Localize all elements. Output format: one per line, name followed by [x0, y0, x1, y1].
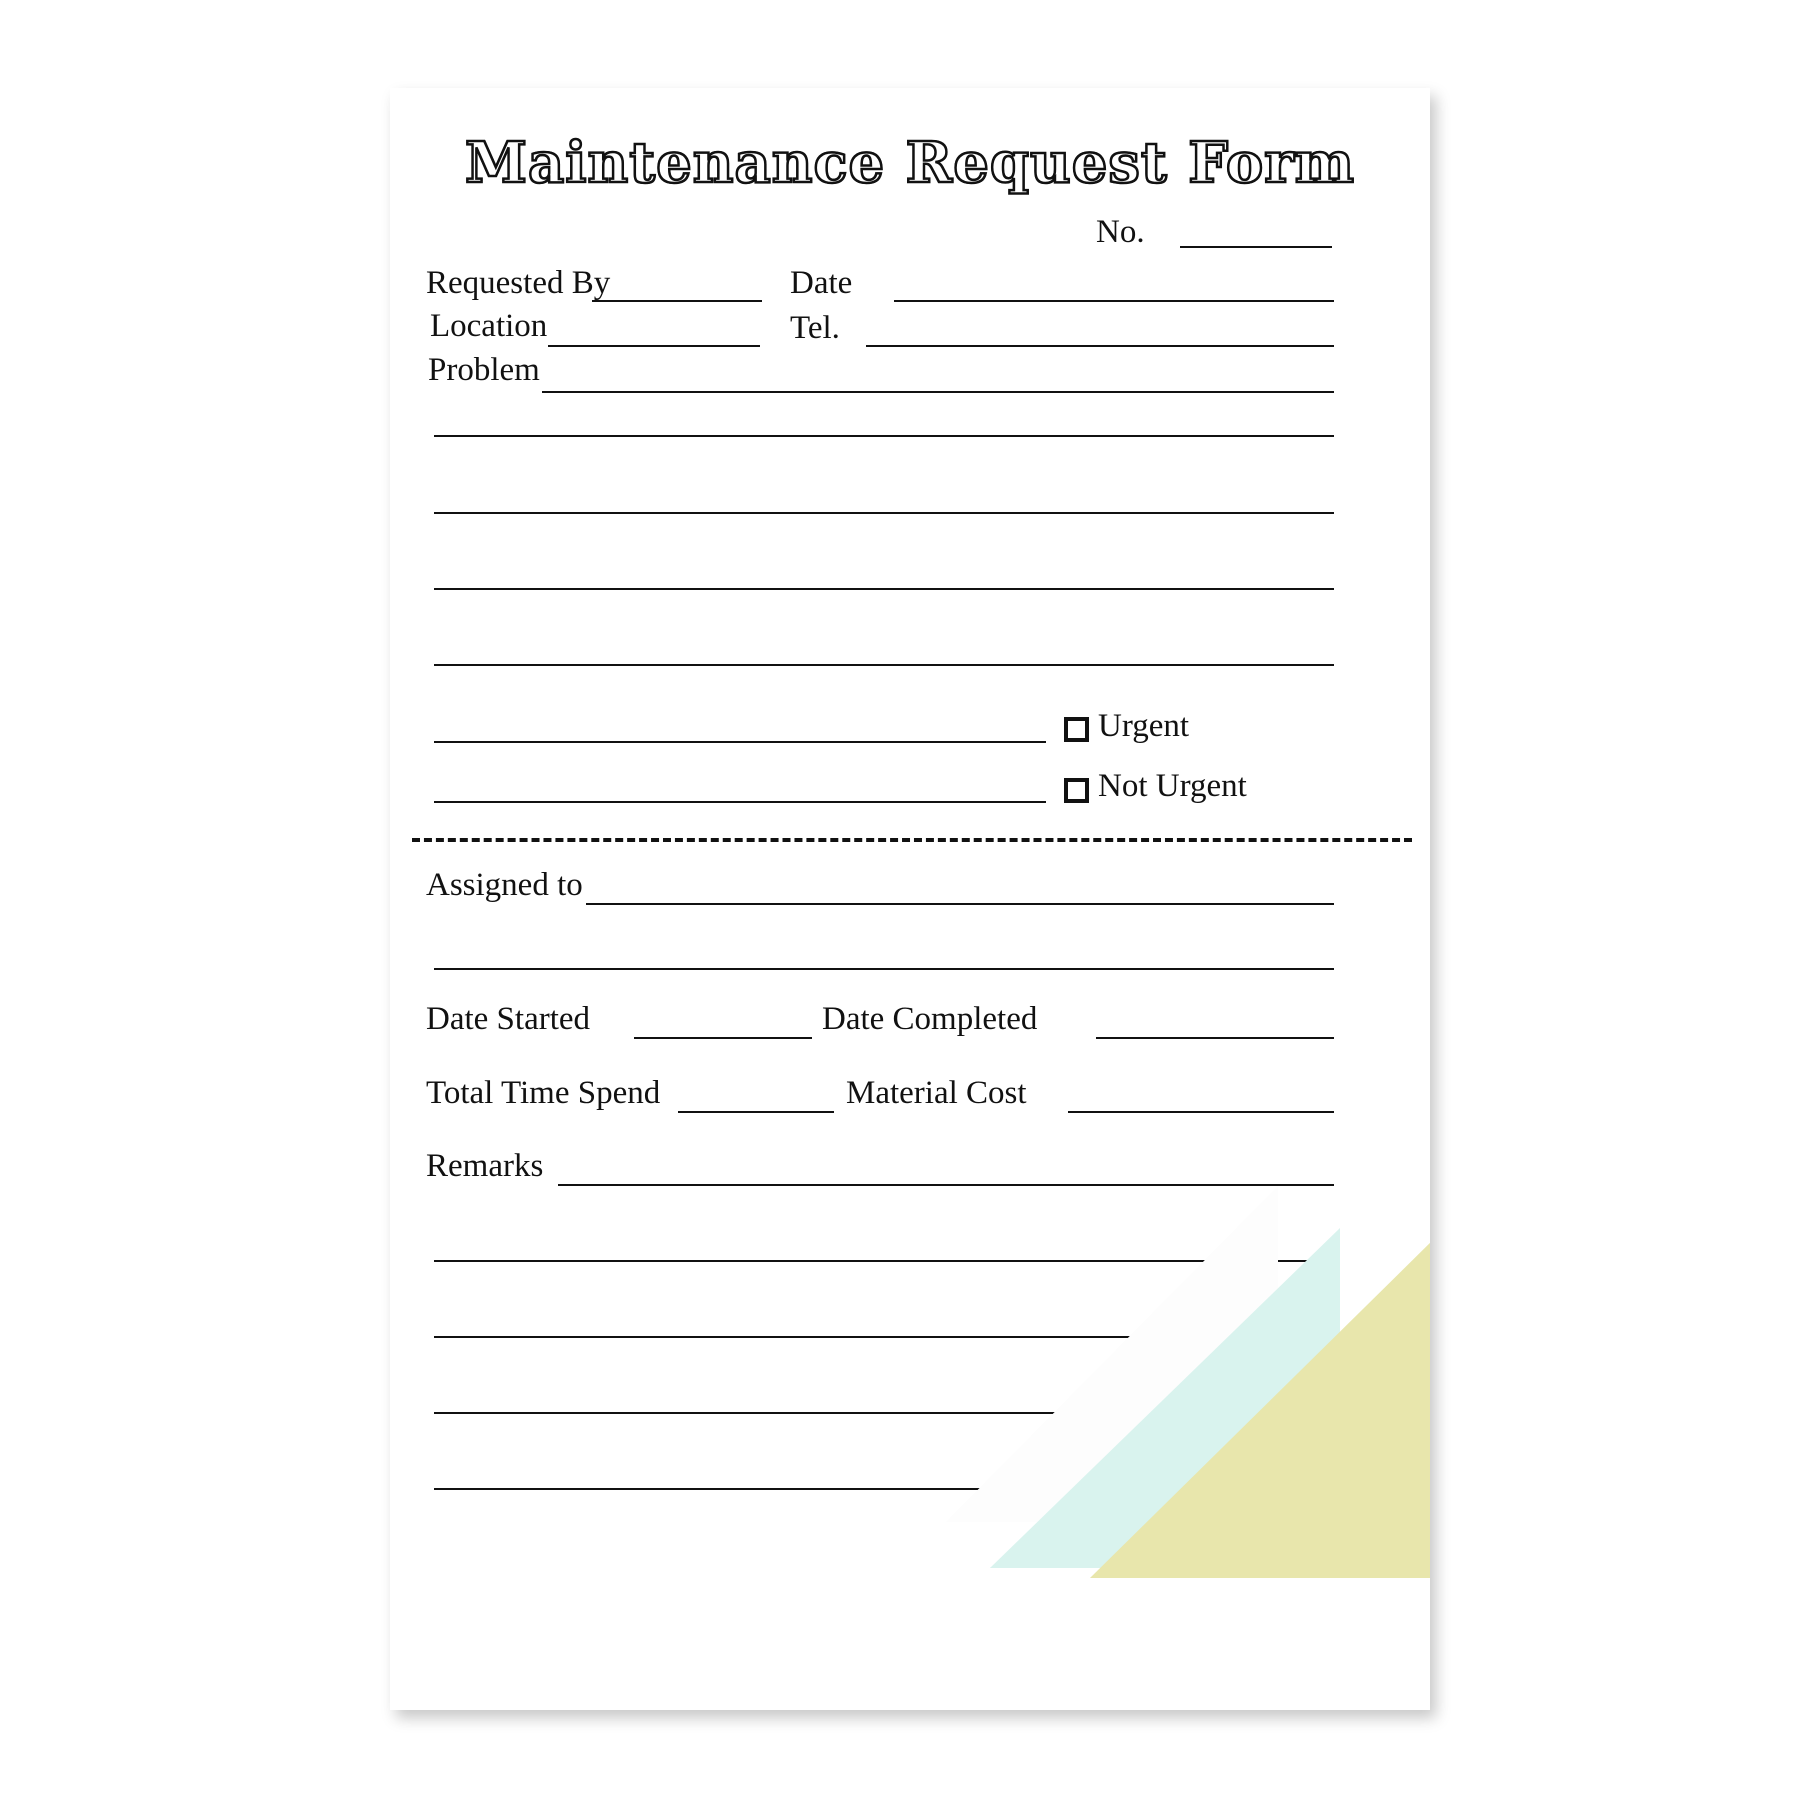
field-total-time-spend-line[interactable] — [678, 1111, 834, 1113]
label-date-started: Date Started — [426, 1001, 591, 1037]
label-not-urgent: Not Urgent — [1098, 768, 1247, 804]
maintenance-request-form — [390, 88, 1430, 1710]
field-no-line[interactable] — [1180, 246, 1332, 248]
field-date-line[interactable] — [894, 300, 1334, 302]
label-tel: Tel. — [790, 310, 840, 346]
field-problem-line-4[interactable] — [434, 588, 1334, 590]
label-requested-by: Requested By — [426, 265, 611, 301]
field-problem-line-6[interactable] — [434, 741, 1046, 743]
field-requested-by-line[interactable] — [592, 300, 762, 302]
field-problem-line-1[interactable] — [542, 391, 1334, 393]
label-remarks: Remarks — [426, 1148, 544, 1184]
field-assigned-to-line-2[interactable] — [434, 968, 1334, 970]
label-urgent: Urgent — [1098, 708, 1190, 744]
checkbox-urgent[interactable] — [1064, 717, 1089, 742]
field-date-completed-line[interactable] — [1096, 1037, 1334, 1039]
field-remarks-line-1[interactable] — [558, 1184, 1334, 1186]
field-location-line[interactable] — [548, 345, 760, 347]
label-problem: Problem — [428, 352, 540, 388]
field-problem-line-5[interactable] — [434, 664, 1334, 666]
field-assigned-to-line-1[interactable] — [586, 903, 1334, 905]
field-problem-line-3[interactable] — [434, 512, 1334, 514]
field-material-cost-line[interactable] — [1068, 1111, 1334, 1113]
label-no: No. — [1096, 214, 1145, 250]
page-title: Maintenance Request Form — [464, 130, 1356, 196]
label-location: Location — [430, 308, 548, 344]
field-tel-line[interactable] — [866, 345, 1334, 347]
field-date-started-line[interactable] — [634, 1037, 812, 1039]
label-assigned-to: Assigned to — [426, 867, 583, 903]
label-date-completed: Date Completed — [822, 1001, 1038, 1037]
label-material-cost: Material Cost — [846, 1075, 1027, 1111]
label-total-time-spend: Total Time Spend — [426, 1075, 661, 1111]
tear-off-divider — [412, 838, 1412, 842]
field-remarks-line-2[interactable] — [434, 1260, 1334, 1262]
field-problem-line-2[interactable] — [434, 435, 1334, 437]
label-date: Date — [790, 265, 853, 301]
field-problem-line-7[interactable] — [434, 801, 1046, 803]
checkbox-not-urgent[interactable] — [1064, 778, 1089, 803]
